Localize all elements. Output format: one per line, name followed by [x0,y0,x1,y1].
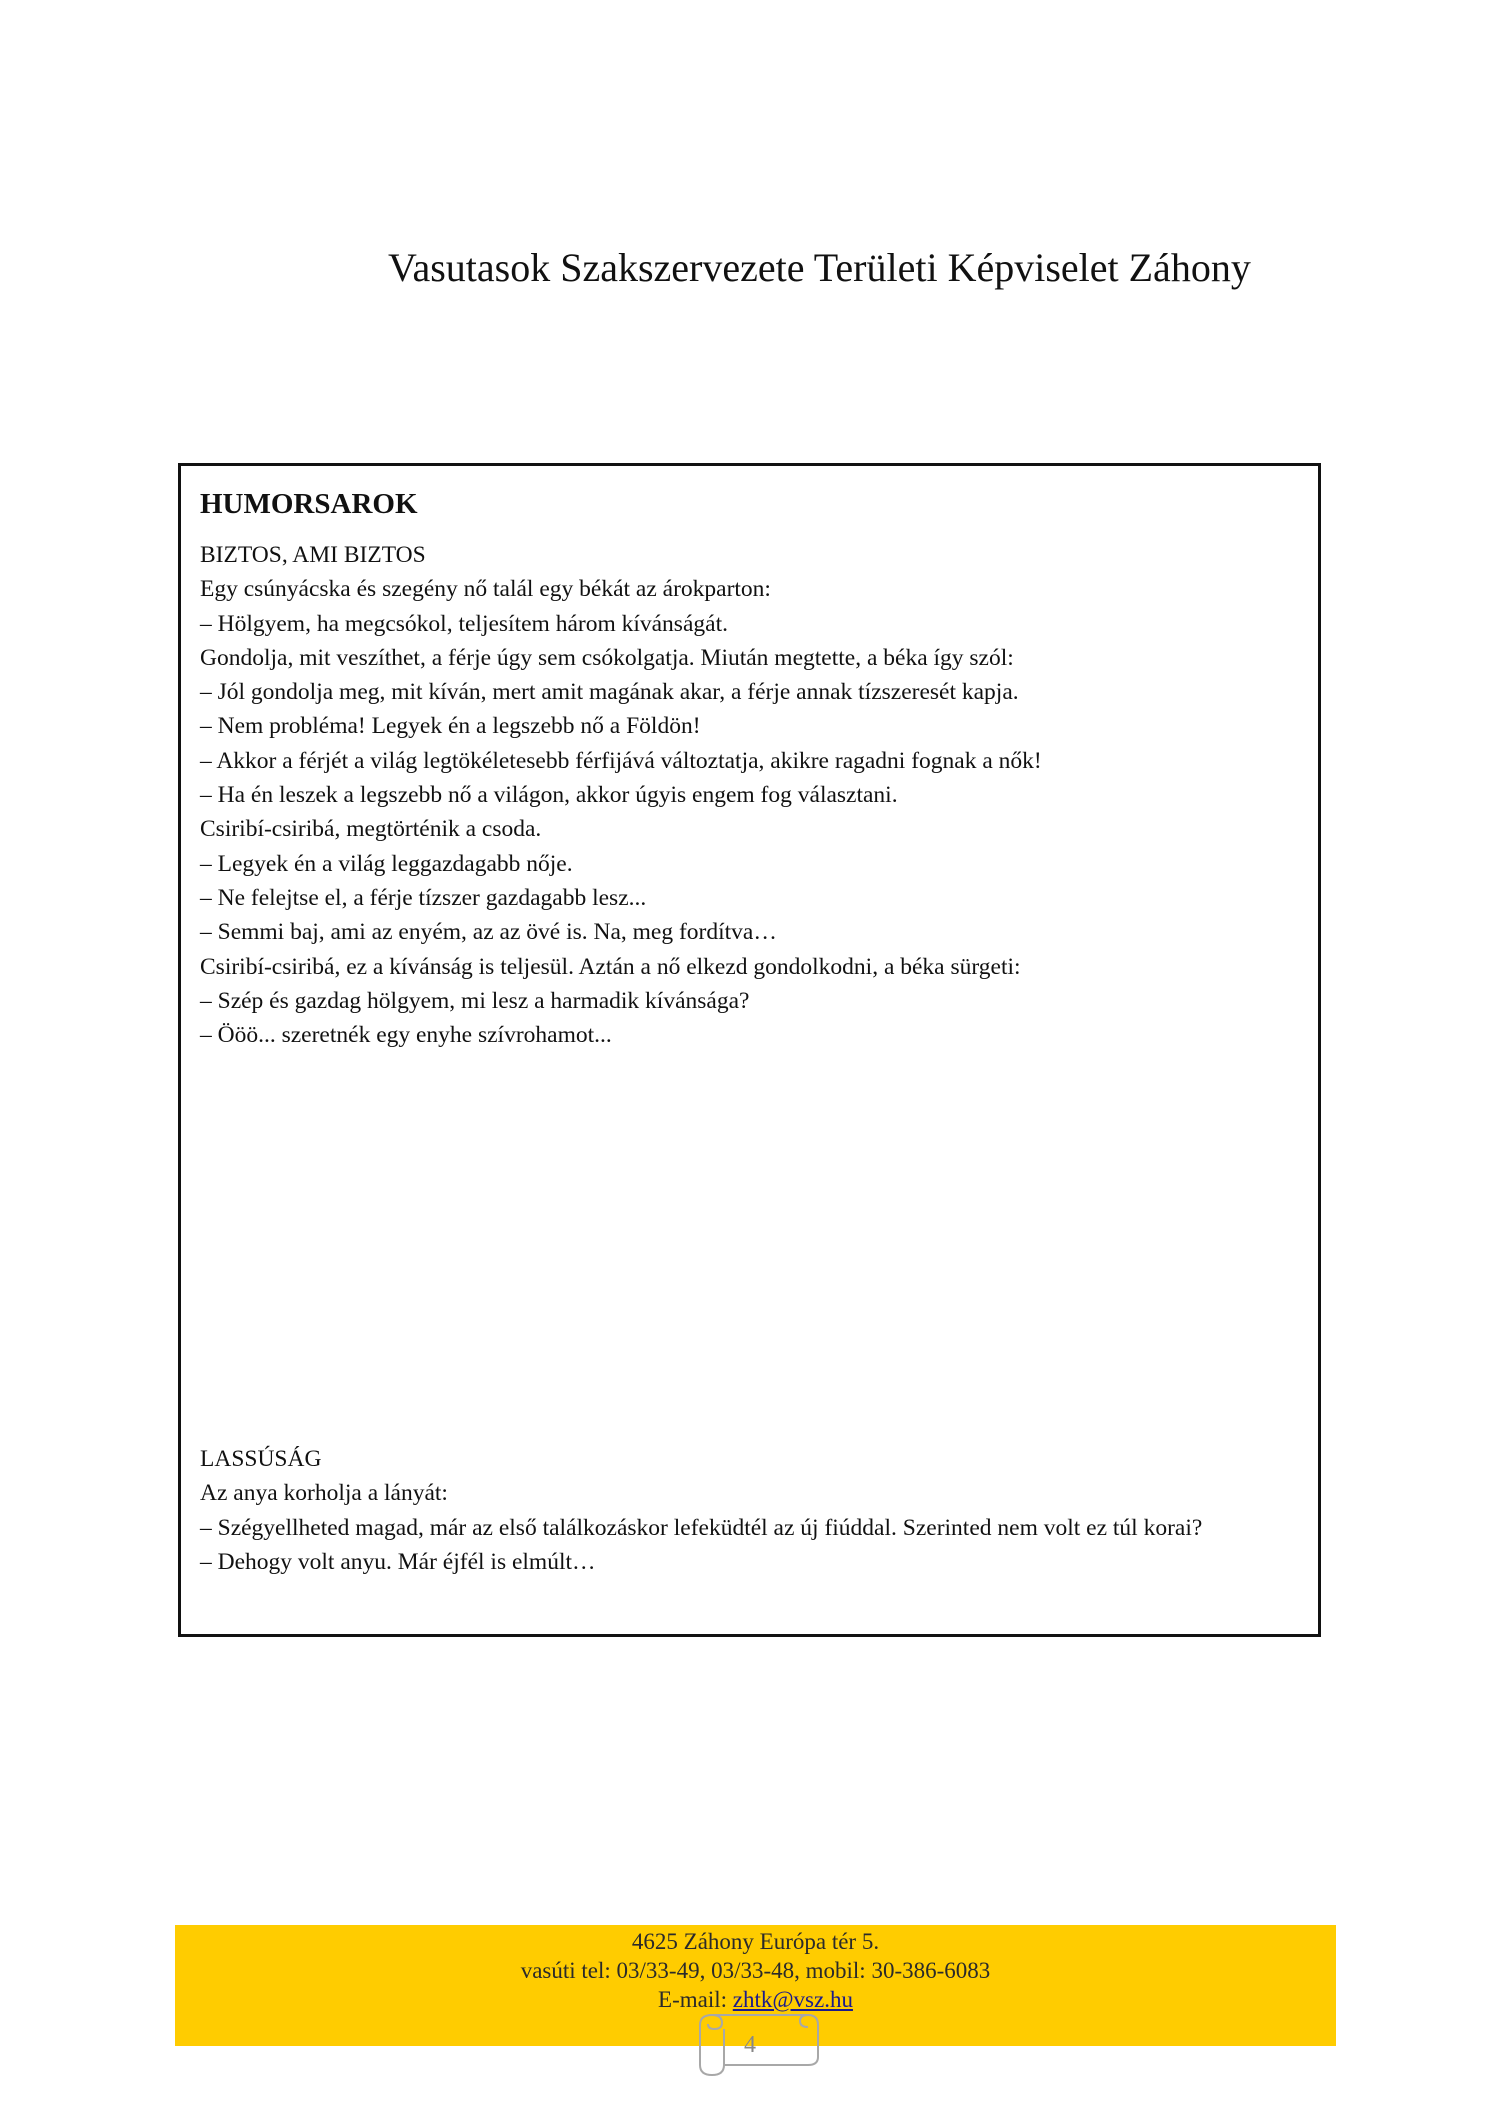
story-line: – Ööö... szeretnék egy enyhe szívrohamot... [200,1022,612,1049]
box-heading: HUMORSAROK [200,488,418,520]
story-line: Egy csúnyácska és szegény nő talál egy békát az árokparton: [200,576,771,603]
footer-phone: vasúti tel: 03/33-49, 03/33-48, mobil: 30-386-6083 [520,1958,991,1983]
story-line: – Jól gondolja meg, mit kíván, mert amit magának akar, a férje annak tízszeresét kapja. [200,679,1019,706]
story-line: Az anya korholja a lányát: [200,1480,448,1507]
story-line: – Semmi baj, ami az enyém, az az övé is. Na, meg fordítva… [200,919,777,946]
story-line: – Szép és gazdag hölgyem, mi lesz a harmadik kívánsága? [200,987,750,1014]
story-title: BIZTOS, AMI BIZTOS [200,542,426,568]
story-line: Gondolja, mit veszíthet, a férje úgy sem csókolgatja. Miután megtette, a béka így szól: [200,644,1014,671]
humor-box [178,463,1321,1637]
story-biztos [200,538,1298,1052]
story-line: – Dehogy volt anyu. Már éjfél is elmúlt… [200,1548,596,1575]
footer-email-label: E-mail: [658,1987,733,2012]
story-line: Csiribí-csiribá, ez a kívánság is teljesül. Aztán a nő elkezd gondolkodni, a béka sürgeti: [200,953,1021,980]
story-line: – Akkor a férjét a világ legtökéletesebb férfijává változtatja, akikre ragadni fognak a nők! [200,747,1042,774]
story-line: – Szégyellheted magad, már az első találkozáskor lefeküdtél az új fiúddal. Szerinted nem volt ez túl korai? [200,1514,1203,1541]
footer-address: 4625 Záhony Európa tér 5. [631,1929,880,1954]
story-line: Csiribí-csiribá, megtörténik a csoda. [200,816,542,843]
story-line: – Legyek én a világ leggazdagabb nője. [200,850,573,877]
footer-email-link[interactable]: zhtk@vsz.hu [732,1987,853,2012]
story-line: – Hölgyem, ha megcsókol, teljesítem három kívánságát. [200,610,728,637]
page-number: 4 [744,2032,756,2058]
footer-contact [175,1927,1336,2014]
story-line: – Nem probléma! Legyek én a legszebb nő a Földön! [200,713,701,740]
story-lassusag [200,1442,1298,1579]
story-line: – Ha én leszek a legszebb nő a világon, akkor úgyis engem fog választani. [200,782,898,809]
story-title: LASSÚSÁG [200,1446,322,1472]
story-line: – Ne felejtse el, a férje tízszer gazdagabb lesz... [200,884,647,911]
page-header-title: Vasutasok Szakszervezete Területi Képviselet Záhony [388,245,1251,290]
